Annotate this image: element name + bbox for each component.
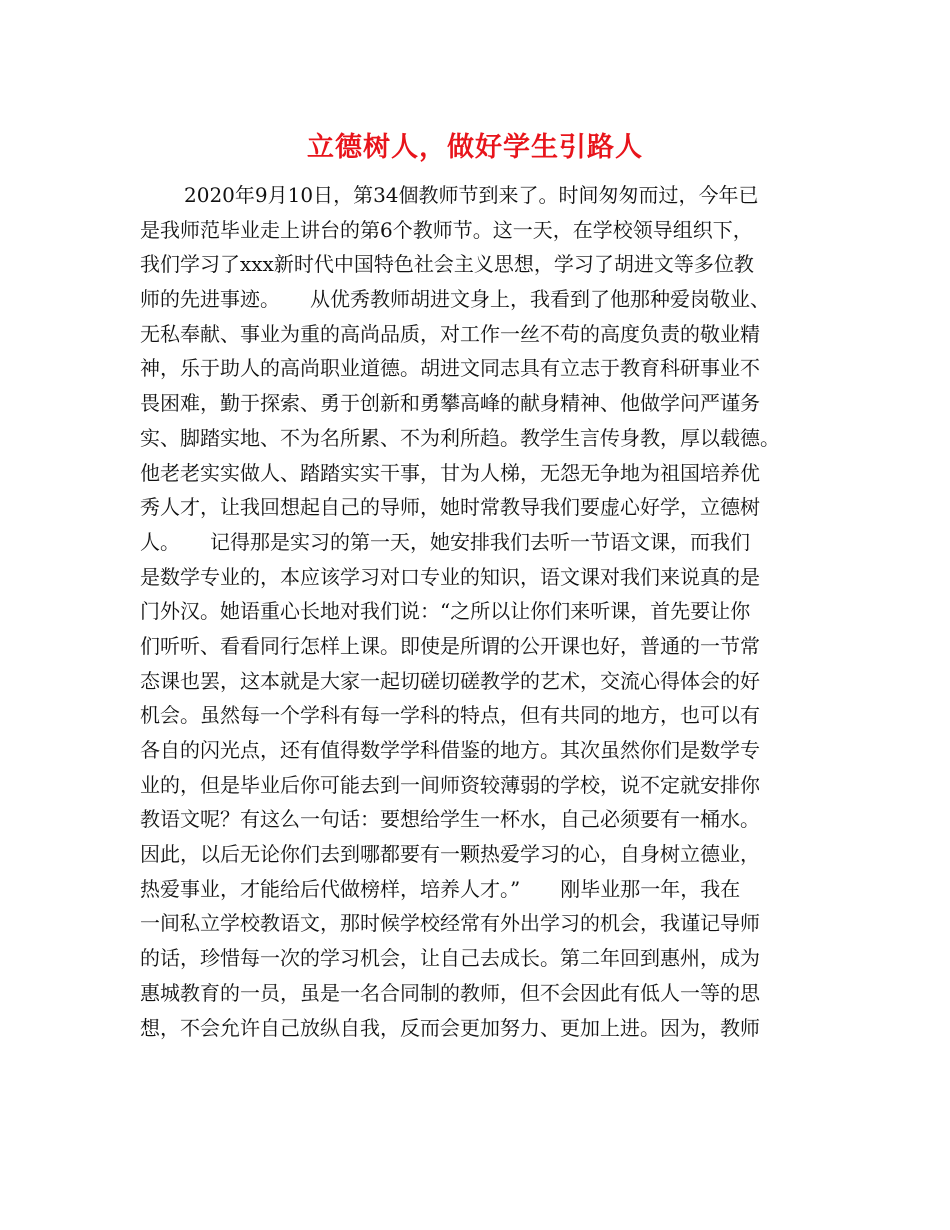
body-line: 业的，但是毕业后你可能去到一间师资较薄弱的学校，说不定就安排你 <box>140 772 760 797</box>
body-line: 惠城教育的一员，虽是一名合同制的教师，但不会因此有低人一等的思 <box>140 980 760 1005</box>
document-body <box>140 178 820 1045</box>
body-line: 2020年9月10日，第34個教师节到来了。时间匆匆而过，今年已 <box>184 183 759 207</box>
body-line: 门外汉。她语重心长地对我们说：“之所以让你们来听课，首先要让你 <box>140 599 751 624</box>
body-line: 教语文呢？有这么一句话：要想给学生一杯水，自己必须要有一桶水。 <box>140 807 760 832</box>
body-line: 是我师范毕业走上讲台的第6个教师节。这一天，在学校领导组织下， <box>140 217 753 242</box>
body-line: 是数学专业的，本应该学习对口专业的知识，语文课对我们来说真的是 <box>140 564 760 589</box>
body-line: 神，乐于助人的高尚职业道德。胡进文同志具有立志于教育科研事业不 <box>140 356 760 381</box>
body-line: 态课也罢，这本就是大家一起切磋切磋教学的艺术，交流心得体会的好 <box>140 668 760 693</box>
body-line: 各自的闪光点，还有值得数学学科借鉴的地方。其次虽然你们是数学专 <box>140 738 760 762</box>
body-line: 实、脚踏实地、不为名所累、不为利所趋。教学生言传身教，厚以载德。 <box>140 425 780 450</box>
body-line: 他老老实实做人、踏踏实实干事，甘为人梯，无怨无争地为祖国培养优 <box>140 460 760 485</box>
body-line: 师的先进事迹。 从优秀教师胡进文身上，我看到了他那种爱岗敬业、 <box>140 287 770 312</box>
body-line: 热爱事业，才能给后代做榜样，培养人才。” 刚毕业那一年，我在 <box>140 876 741 901</box>
body-line: 一间私立学校教语文，那时候学校经常有外出学习的机会，我谨记导师 <box>140 911 760 936</box>
body-line: 机会。虽然每一个学科有每一学科的特点，但有共同的地方，也可以有 <box>140 703 760 728</box>
body-line: 无私奉献、事业为重的高尚品质，对工作一丝不苟的高度负责的敬业精 <box>140 321 760 346</box>
body-line: 们听听、看看同行怎样上课。即使是所谓的公开课也好，普通的一节常 <box>140 633 760 658</box>
body-line: 人。 记得那是实习的第一天，她安排我们去听一节语文课，而我们 <box>140 529 750 554</box>
document-title: 立德树人，做好学生引路人 <box>307 132 643 163</box>
body-line: 我们学习了xxx新时代中国特色社会主义思想，学习了胡进文等多位教 <box>140 252 754 277</box>
body-line: 因此，以后无论你们去到哪都要有一颗热爱学习的心，自身树立德业， <box>140 842 760 867</box>
body-line: 的话，珍惜每一次的学习机会，让自己去成长。第二年回到惠州，成为 <box>140 946 760 971</box>
body-line: 想，不会允许自己放纵自我，反而会更加努力、更加上进。因为，教师 <box>140 1015 760 1040</box>
body-line: 秀人才，让我回想起自己的导师，她时常教导我们要虚心好学，立德树 <box>140 495 760 520</box>
body-line: 畏困难，勤于探索、勇于创新和勇攀高峰的献身精神、他做学问严谨务 <box>140 391 760 416</box>
